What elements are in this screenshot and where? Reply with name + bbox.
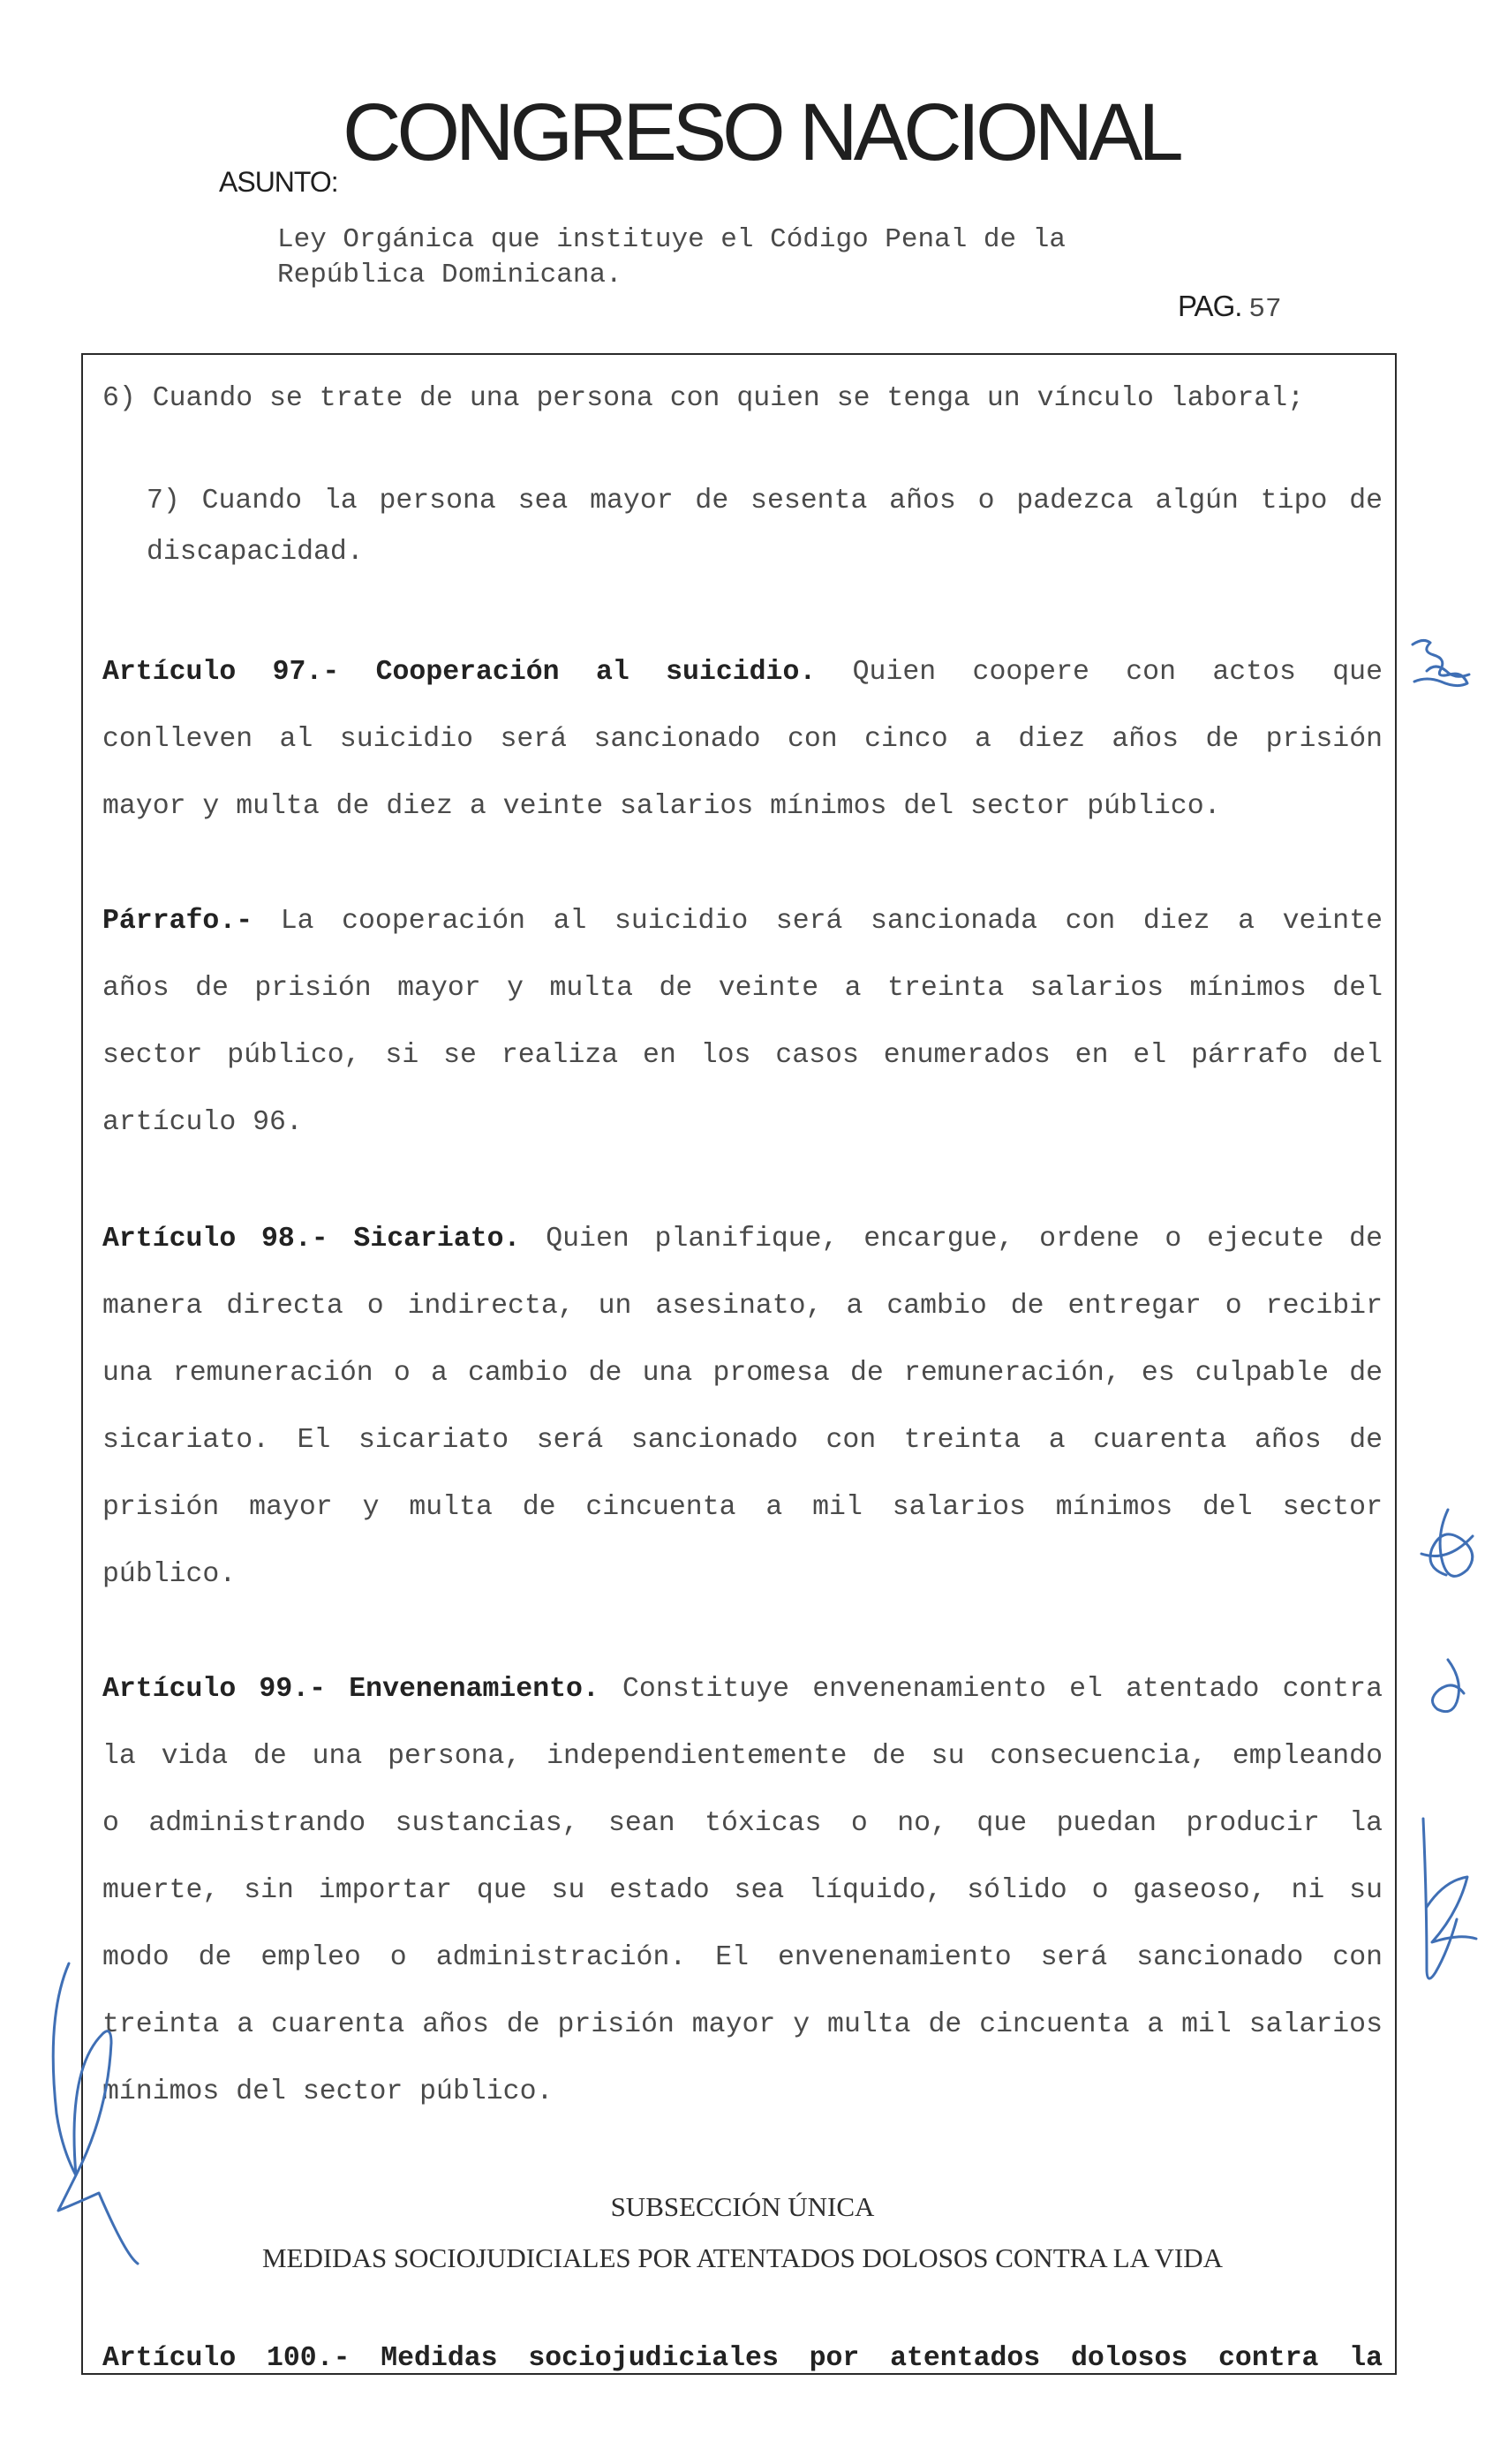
article-99-text: Constituye envenenamiento el atentado contra (599, 1674, 1383, 1705)
asunto-label: ASUNTO: (219, 166, 338, 198)
article-99-line: o administrando sustancias, sean tóxicas o no, que puedan producir la (102, 1808, 1383, 1839)
article-97-heading: Artículo 97.- Cooperación al suicidio. (102, 657, 817, 688)
page-indicator (1178, 290, 1282, 325)
article-100-heading: Artículo 100.- Medidas sociojudiciales por atentados dolosos contra la (102, 2343, 1383, 2374)
article-99-line: modo de empleo o administración. El envenenamiento será sancionado con (102, 1942, 1383, 1973)
article-99-line: treinta a cuarenta años de prisión mayor y multa de cincuenta a mil salarios (102, 2009, 1383, 2040)
initials-mark (1430, 1510, 1473, 1576)
article-98-line: sicariato. El sicariato será sancionado con treinta a cuarenta años de (102, 1425, 1383, 1456)
subject-text (277, 222, 1066, 293)
page-label: PAG. (1178, 290, 1242, 322)
article-98-line: manera directa o indirecta, un asesinato, a cambio de entregar o recibir (102, 1291, 1383, 1322)
initials-mark (1413, 640, 1467, 685)
subsection-subtitle: MEDIDAS SOCIOJUDICIALES POR ATENTADOS DOLOSOS CONTRA LA VIDA (261, 2242, 1224, 2273)
list-item-7: 7) Cuando la persona sea mayor de sesenta años o padezca algún tipo de (147, 486, 1383, 516)
subject-line: Ley Orgánica que instituye el Código Penal de la (277, 224, 1066, 255)
parrafo-line (102, 904, 1383, 939)
article-99-heading: Artículo 99.- Envenenamiento. (102, 1674, 599, 1705)
list-item-7-cont: discapacidad. (147, 537, 364, 568)
article-97-text: Quien coopere con actos que (816, 657, 1383, 688)
article-99-line: mínimos del sector público. (102, 2076, 554, 2107)
article-97-line: mayor y multa de diez a veinte salarios mínimos del sector público. (102, 791, 1221, 822)
parrafo-line: sector público, si se realiza en los casos enumerados en el párrafo del (102, 1040, 1383, 1071)
article-98-heading: Artículo 98.- Sicariato. (102, 1224, 521, 1255)
parrafo-line: artículo 96. (102, 1107, 303, 1138)
initials-mark (1421, 1536, 1473, 1556)
article-99-line: la vida de una persona, independientemente de su consecuencia, empleando (102, 1741, 1383, 1772)
list-item-6: 6) Cuando se trate de una persona con quien se tenga un vínculo laboral; (102, 383, 1305, 414)
parrafo-line: años de prisión mayor y multa de veinte a treinta salarios mínimos del (102, 973, 1383, 1004)
institution-title: CONGRESO NACIONAL (343, 87, 1180, 177)
initials-mark (1432, 1660, 1464, 1712)
initials-mark (1427, 1877, 1476, 1942)
initials-mark (1427, 667, 1469, 676)
article-98-line: público. (102, 1559, 237, 1590)
subsection-title: SUBSECCIÓN ÚNICA (610, 2191, 875, 2222)
article-97-line: conlleven al suicidio será sancionado con cinco a diez años de prisión (102, 724, 1383, 755)
parrafo-text: La cooperación al suicidio será sancionada con diez a veinte (253, 906, 1383, 937)
subject-line: República Dominicana. (277, 260, 622, 290)
article-98-line: una remuneración o a cambio de una promesa de remuneración, es culpable de (102, 1358, 1383, 1389)
article-97-line (102, 655, 1383, 690)
parrafo-heading: Párrafo.- (102, 906, 253, 937)
initials-mark (1423, 1819, 1457, 1978)
article-99-line: muerte, sin importar que su estado sea líquido, sólido o gaseoso, ni su (102, 1875, 1383, 1906)
article-99-line (102, 1672, 1383, 1707)
page-number: 57 (1248, 294, 1282, 325)
article-98-text: Quien planifique, encargue, ordene o ejecute de (520, 1224, 1383, 1255)
article-98-line: prisión mayor y multa de cincuenta a mil salarios mínimos del sector (102, 1492, 1383, 1523)
article-98-line (102, 1222, 1383, 1257)
